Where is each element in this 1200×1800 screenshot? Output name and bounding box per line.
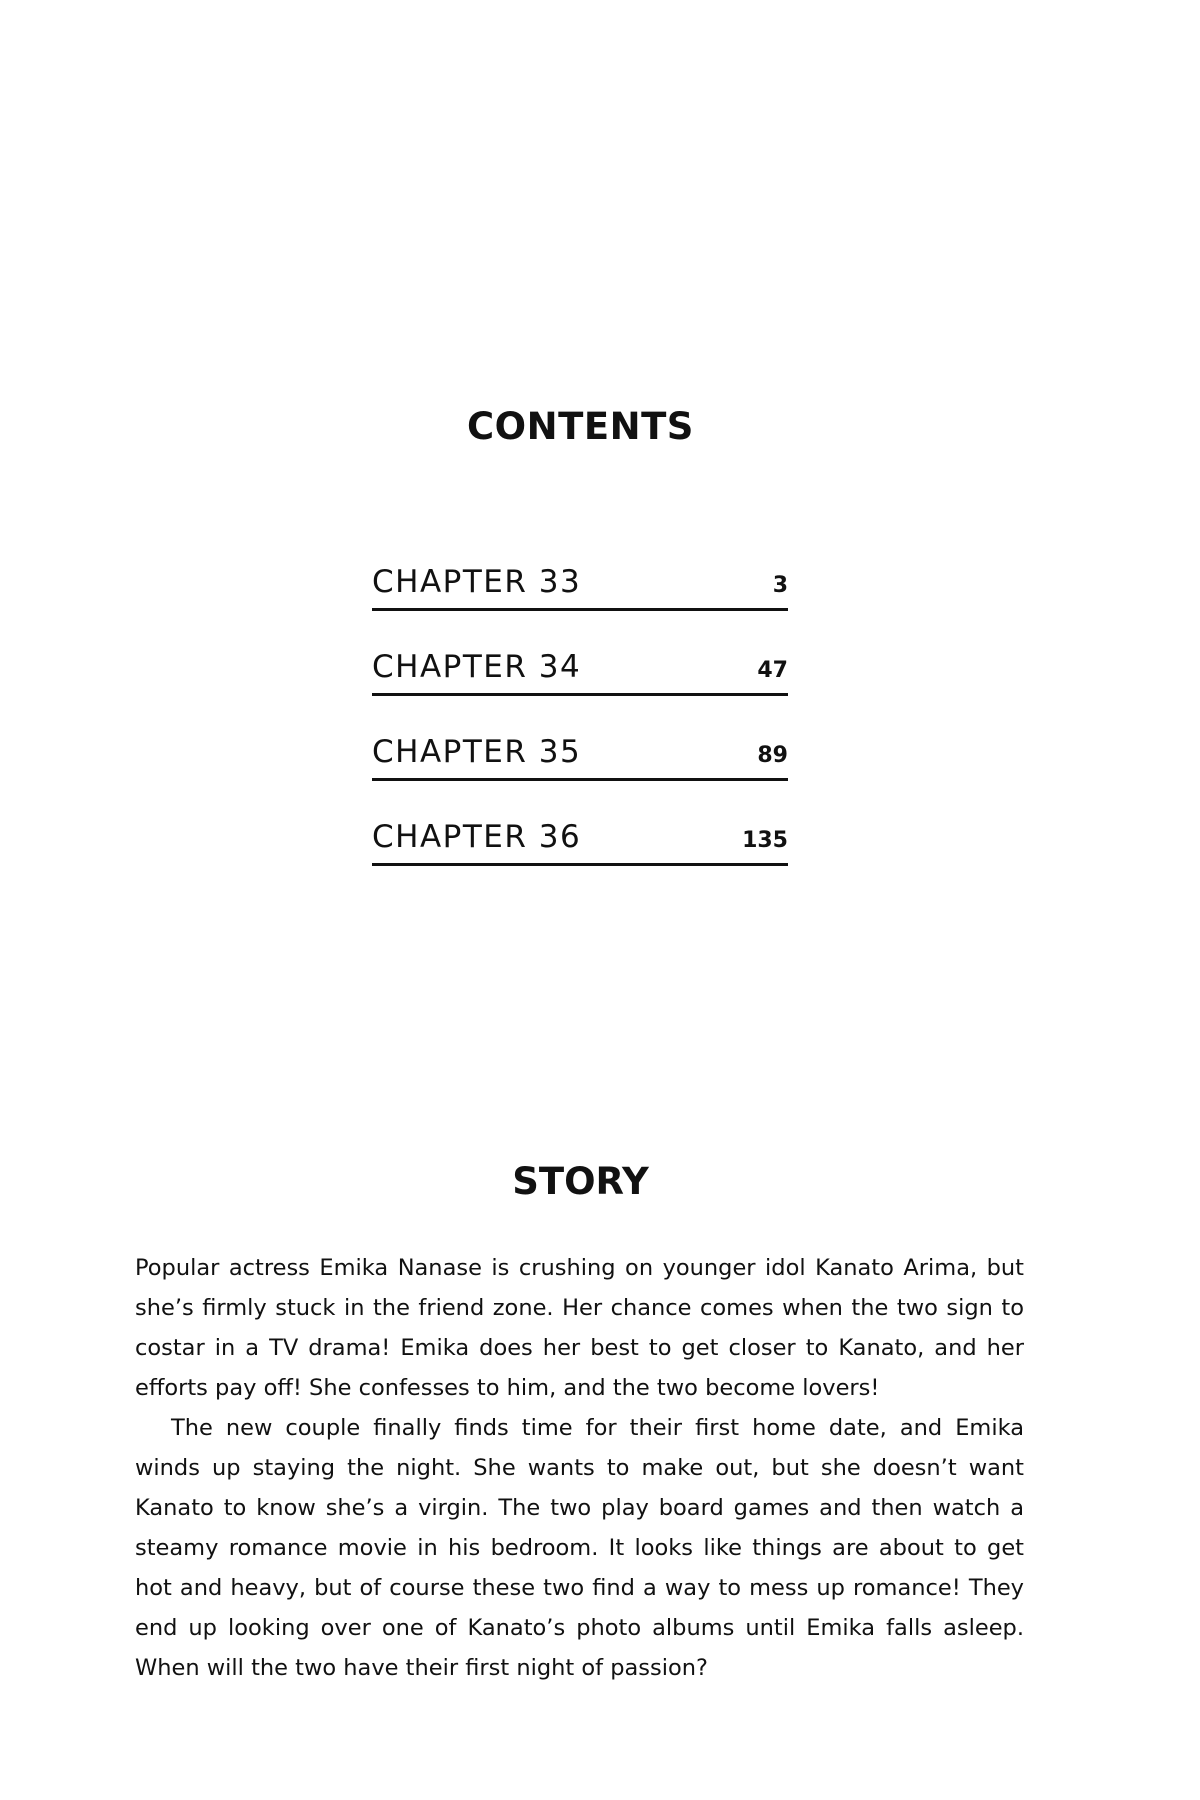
story-paragraph: Popular actress Emika Nanase is crushing on younger idol Kanato Arima, but she’s firmly stuck in the friend zone. Her chance comes when the two sign to costar in a TV drama! Emika does her best to get closer to Kanato, and her efforts pay off! She confesses to him, and the two become lovers! <box>135 1255 1024 1401</box>
table-of-contents <box>372 556 788 896</box>
toc-entry-chapter-36[interactable] <box>372 811 788 896</box>
toc-page-number: 3 <box>772 573 788 598</box>
toc-divider <box>372 863 788 866</box>
toc-divider <box>372 608 788 611</box>
toc-chapter-label: CHAPTER 34 <box>372 649 582 685</box>
toc-divider <box>372 778 788 781</box>
toc-chapter-label: CHAPTER 36 <box>372 819 582 855</box>
toc-entry-chapter-35[interactable] <box>372 726 788 811</box>
story-summary <box>135 1248 1024 1688</box>
toc-chapter-label: CHAPTER 33 <box>372 564 582 600</box>
toc-entry-chapter-34[interactable] <box>372 641 788 726</box>
toc-divider <box>372 693 788 696</box>
story-paragraph: The new couple finally finds time for their first home date, and Emika winds up staying the night. She wants to make out, but she doesn’t want Kanato to know she’s a virgin. The two play board games and then watch a steamy romance movie in his bedroom. It looks like things are about to get hot and heavy, but of course these two find a way to mess up romance! They end up looking over one of Kanato’s photo albums until Emika falls asleep. When will the two have their first night of passion? <box>135 1415 1024 1681</box>
toc-page-number: 135 <box>742 828 788 853</box>
toc-page-number: 89 <box>757 743 788 768</box>
toc-page-number: 47 <box>757 658 788 683</box>
toc-chapter-label: CHAPTER 35 <box>372 734 582 770</box>
toc-entry-chapter-33[interactable] <box>372 556 788 641</box>
contents-heading: CONTENTS <box>467 405 694 448</box>
story-heading: STORY <box>512 1160 649 1203</box>
